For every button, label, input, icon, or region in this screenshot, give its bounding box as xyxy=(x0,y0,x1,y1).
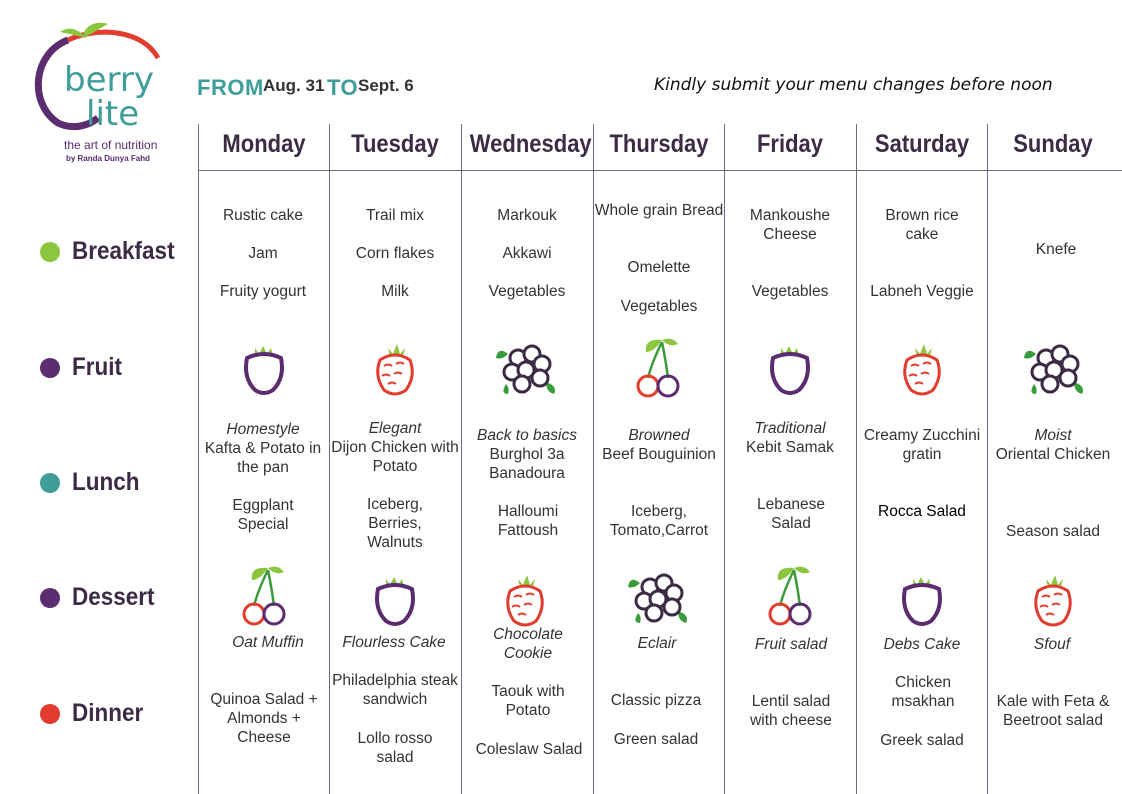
lunch-style: Moist xyxy=(1034,427,1072,444)
bullet-dot-icon xyxy=(40,704,60,724)
lunch-dish-name: Oriental Chicken xyxy=(995,446,1111,463)
lunch-dish xyxy=(331,419,459,476)
breakfast-item: Brown rice cake xyxy=(885,207,959,243)
bullet-dot-icon xyxy=(40,358,60,378)
meal-label-text: Fruit xyxy=(72,353,122,381)
logo-byline: by Randa Dunya Fahd xyxy=(66,154,151,163)
menu-note: Kindly submit your menu changes before noon xyxy=(654,75,1053,95)
lunch-dish xyxy=(463,426,591,483)
dinner-item: Greek salad xyxy=(880,732,964,749)
from-label: FROM xyxy=(197,75,264,100)
breakfast-item: Milk xyxy=(381,283,409,300)
fig-icon xyxy=(229,334,299,404)
column-divider xyxy=(724,124,725,794)
lunch-side: Halloumi Fattoush xyxy=(497,503,559,539)
logo-tagline: the art of nutrition xyxy=(64,138,158,152)
lunch-dish xyxy=(858,426,986,464)
lunch-style: Back to basics xyxy=(477,427,577,444)
day-header-tuesday: Tuesday xyxy=(351,130,439,158)
dessert-item: Debs Cake xyxy=(883,636,961,653)
meal-label-text: Dessert xyxy=(72,583,155,611)
lunch-dish-name: Kebit Samak xyxy=(746,439,834,456)
lunch-style: Browned xyxy=(628,427,690,444)
lunch-style: Homestyle xyxy=(226,421,300,438)
raspberry-icon xyxy=(1018,565,1088,635)
dinner-item: Philadelphia steak sandwich xyxy=(332,672,458,708)
brand-logo xyxy=(28,18,178,168)
dessert-item: Flourless Cake xyxy=(342,634,446,651)
meal-label-text: Dinner xyxy=(72,699,144,727)
dessert-item: Oat Muffin xyxy=(232,634,304,651)
lunch-side: Iceberg, Tomato,Carrot xyxy=(609,503,709,539)
day-header-sunday: Sunday xyxy=(1013,130,1093,158)
dessert-item: Fruit salad xyxy=(754,636,828,653)
lunch-dish-name: Creamy Zucchini gratin xyxy=(863,427,981,463)
lunch-dish-name: Kafta & Potato in the pan xyxy=(204,440,322,476)
breakfast-item: Knefe xyxy=(1035,241,1077,258)
day-header-thursday: Thursday xyxy=(609,130,709,158)
breakfast-item: Trail mix xyxy=(366,207,424,224)
blackberry-icon xyxy=(1020,334,1090,404)
column-divider xyxy=(329,124,330,794)
lunch-style: Traditional xyxy=(754,420,826,437)
breakfast-item: Omelette xyxy=(627,259,691,276)
lunch-side: Iceberg, Berries, Walnuts xyxy=(366,496,423,551)
dinner-item: Quinoa Salad + Almonds + Cheese xyxy=(210,691,318,746)
meal-label-text: Lunch xyxy=(72,468,140,496)
dessert-item: Eclair xyxy=(637,635,677,652)
breakfast-item: Vegetables xyxy=(620,298,698,315)
dinner-item: Chicken msakhan xyxy=(891,674,955,710)
dessert-item: Chocolate Cookie xyxy=(493,626,563,662)
lunch-dish xyxy=(989,426,1117,464)
lunch-side: Season salad xyxy=(1006,523,1100,540)
dinner-item: Green salad xyxy=(613,731,699,748)
raspberry-icon xyxy=(887,334,957,404)
bullet-dot-icon xyxy=(40,242,60,262)
lunch-side: Eggplant Special xyxy=(232,497,294,533)
lunch-dish-name: Burghol 3a Banadoura xyxy=(489,446,565,482)
dinner-item: Taouk with Potato xyxy=(491,683,565,719)
lunch-side: Lebanese Salad xyxy=(756,496,826,532)
breakfast-item: Whole grain Bread xyxy=(594,202,724,219)
day-header-friday: Friday xyxy=(756,130,824,158)
dinner-item: Lentil salad with cheese xyxy=(750,693,832,729)
logo-word-top: berry xyxy=(64,60,154,100)
from-date: Aug. 31 xyxy=(263,76,325,95)
meal-label-fruit xyxy=(40,353,128,382)
dinner-item: Lollo rosso salad xyxy=(357,730,433,766)
lunch-dish xyxy=(199,420,327,477)
fig-icon xyxy=(755,334,825,404)
breakfast-item: Labneh Veggie xyxy=(870,283,974,300)
breakfast-item: Vegetables xyxy=(751,283,829,300)
fig-icon xyxy=(360,565,430,635)
logo-word-bottom: lite xyxy=(86,94,140,134)
breakfast-item: Corn flakes xyxy=(355,245,435,262)
day-header-wednesday: Wednesday xyxy=(469,130,592,158)
meal-label-breakfast xyxy=(40,237,186,266)
blackberry-icon xyxy=(624,563,694,633)
column-divider xyxy=(856,124,857,794)
day-header-saturday: Saturday xyxy=(874,130,970,158)
meal-label-lunch xyxy=(40,468,147,497)
lunch-dish-name: Dijon Chicken with Potato xyxy=(331,439,459,475)
column-divider xyxy=(461,124,462,794)
day-header-monday: Monday xyxy=(222,130,306,158)
meal-label-text: Breakfast xyxy=(72,237,175,265)
column-divider xyxy=(987,124,988,794)
header-divider xyxy=(198,170,1122,171)
breakfast-item: Fruity yogurt xyxy=(219,283,307,300)
breakfast-item: Vegetables xyxy=(488,283,566,300)
dinner-item: Classic pizza xyxy=(610,692,702,709)
bullet-dot-icon xyxy=(40,588,60,608)
breakfast-item: Akkawi xyxy=(502,245,552,262)
breakfast-item: Markouk xyxy=(497,207,557,224)
meal-label-dinner xyxy=(40,699,151,728)
lunch-dish xyxy=(594,426,724,464)
to-label: TO xyxy=(327,75,359,100)
blackberry-icon xyxy=(492,334,562,404)
lunch-dish-name: Beef Bouguinion xyxy=(602,446,716,463)
breakfast-item: Rustic cake xyxy=(222,207,304,224)
to-date: Sept. 6 xyxy=(358,76,414,95)
dinner-item: Kale with Feta & Beetroot salad xyxy=(996,693,1110,729)
dinner-item: Coleslaw Salad xyxy=(475,741,583,758)
fig-icon xyxy=(887,565,957,635)
breakfast-item: Mankoushe Cheese xyxy=(749,207,831,243)
meal-label-dessert xyxy=(40,583,164,612)
lunch-side: Rocca Salad xyxy=(878,503,966,520)
lunch-dish xyxy=(726,419,854,457)
raspberry-icon xyxy=(360,334,430,404)
cherry-icon xyxy=(756,560,826,630)
lunch-style: Elegant xyxy=(368,420,422,437)
cherry-icon xyxy=(624,332,694,402)
dessert-item: Sfouf xyxy=(1033,636,1071,653)
bullet-dot-icon xyxy=(40,473,60,493)
cherry-icon xyxy=(230,560,300,630)
breakfast-item: Jam xyxy=(248,245,278,262)
